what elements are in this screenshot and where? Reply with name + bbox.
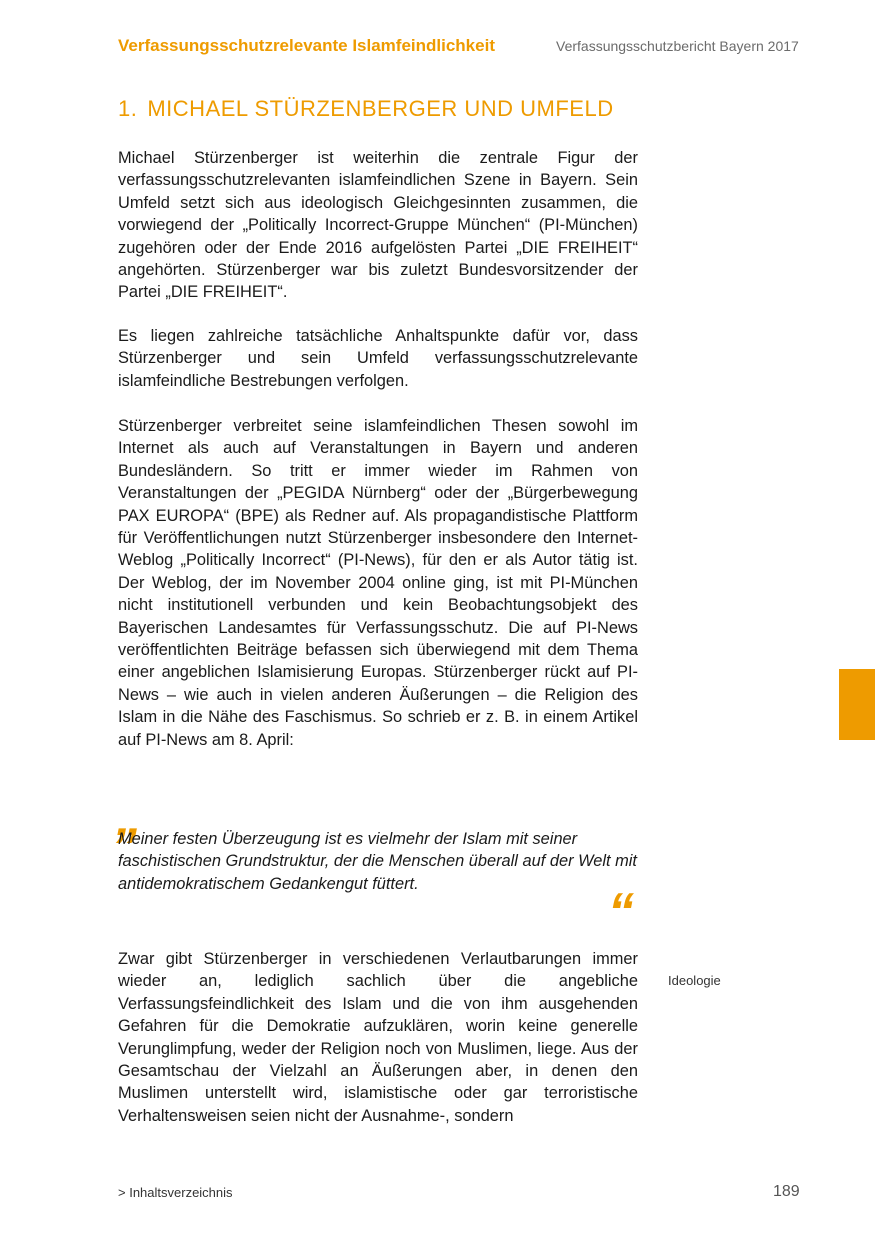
toc-link[interactable]: > Inhaltsverzeichnis (118, 1185, 233, 1200)
body-paragraph-1: Michael Stürzenberger ist weiterhin die zentrale Figur der verfassungsschutzrelevanten islamfeindlichen Szene in Bayern. Sein Umfeld setzt sich aus ideologisch Gleichgesinnten zusammen, die vorwiegend der „Politically Incorrect-Gruppe München“ (PI-München) zugehören oder der Ende 2016 aufgelösten Partei „DIE FREIHEIT“ angehörten. Stürzenberger war bis zuletzt Bundesvorsitzender der Partei „DIE FREIHEIT“. (118, 149, 638, 302)
quote-open-mark: „ (116, 789, 142, 847)
body-paragraph-3: Stürzenberger verbreitet seine islamfeindlichen Thesen sowohl im Internet als auch auf Veranstaltungen in Bayern und anderen Bundesländern. So tritt er immer wieder im Rahmen von Veranstaltungen der „PEGIDA Nürnberg“ oder der „Bürgerbewegung PAX EUROPA“ (BPE) als Redner auf. Als propagandistische Plattform für Veröffentlichungen nutzt Stürzenberger insbesondere den Internet-Weblog „Politically Incorrect“ (PI-News), für den er als Autor tätig ist. Der Weblog, der im November 2004 online ging, ist mit PI-München nicht institutionell verbunden und kein Beobachtungsobjekt des Bayerischen Landesamtes für Verfassungsschutz. Die auf PI-News veröffentlichten Beiträge befassen sich überwiegend mit dem Thema einer angeblichen Islamisierung Europas. Stürzenberger rückt auf PI-News – wie auch in vielen anderen Äußerungen – die Religion des Islam in die Nähe des Faschismus. So schrieb er z. B. in einem Artikel auf PI-News am 8. April: (118, 417, 638, 749)
running-header-section: Verfassungsschutzrelevante Islamfeindlichkeit (118, 36, 495, 55)
body-paragraph-4: Zwar gibt Stürzenberger in verschiedenen Verlautbarungen immer wieder an, lediglich sachlich über die angebliche Verfassungsfeindlichkeit des Islam und die von ihm ausgehenden Gefahren für die Demokratie aufzuklären, worin keine generelle Verunglimpfung, weder der Religion noch von Muslimen, liege. Aus der Gesamtschau der Vielzahl an Äußerungen aber, in denen den Muslimen unterstellt wird, islamistische oder gar terroristische Verhaltensweisen seien nicht der Ausnahme-, sondern (118, 950, 638, 1125)
section-number: 1. (118, 96, 138, 121)
section-title (118, 96, 614, 122)
page-number: 189 (773, 1183, 800, 1200)
running-header-publication: Verfassungsschutzbericht Bayern 2017 (556, 38, 799, 54)
quote-text: Meiner festen Überzeugung ist es vielmehr der Islam mit seiner faschistischen Grundstruktur, der die Menschen überall auf der Welt mit antidemokratischem Gedankengut füttert. (118, 830, 637, 893)
chapter-side-tab (839, 669, 875, 740)
margin-note: Ideologie (668, 973, 721, 988)
section-title-text: MICHAEL STÜRZENBERGER UND UMFELD (147, 96, 614, 121)
body-paragraph-2: Es liegen zahlreiche tatsächliche Anhaltspunkte dafür vor, dass Stürzenberger und sein Umfeld verfassungsschutzrelevante islamfeindliche Bestrebungen verfolgen. (118, 327, 638, 390)
quote-close-mark: “ (608, 883, 634, 941)
